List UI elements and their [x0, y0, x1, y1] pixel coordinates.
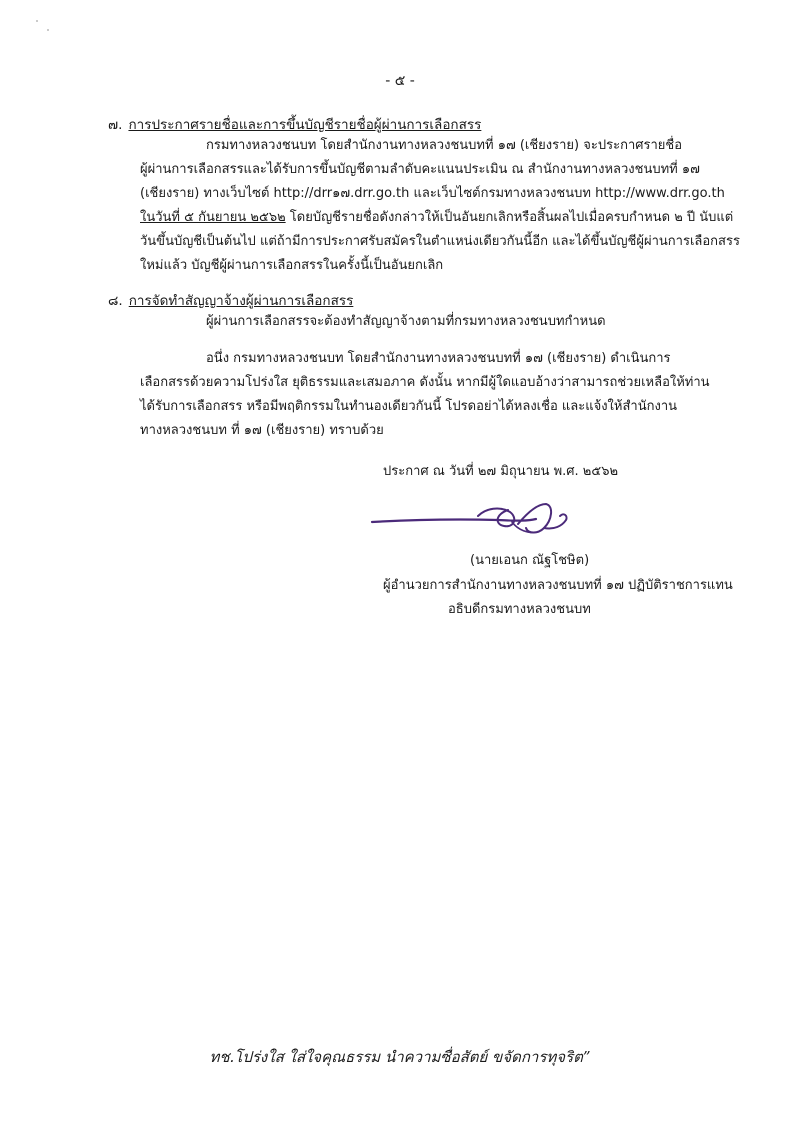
- section-7-number: ๗.: [108, 117, 123, 133]
- notice-line-4: ทางหลวงชนบท ที่ ๑๗ (เชียงราย) ทราบด้วย: [140, 423, 384, 438]
- section-7-line-5: วันขึ้นบัญชีเป็นต้นไป แต่ถ้ามีการประกาศรับสมัครในตำแหน่งเดียวกันนี้อีก และได้ขึ้นบัญชีผู้ผ่านการเลือกสรร: [140, 234, 740, 249]
- section-7-heading: [108, 113, 481, 135]
- signatory-name: (นายเอนก ณัฐโชษิต): [470, 553, 590, 568]
- footer-slogan: ทช.โปร่งใส ใส่ใจคุณธรรม นำความซื่อสัตย์ ขจัดการทุจริต”: [209, 1048, 591, 1066]
- page-number: - ๕ -: [385, 73, 415, 89]
- section-8-line-1: ผู้ผ่านการเลือกสรรจะต้องทำสัญญาจ้างตามที่กรมทางหลวงชนบทกำหนด: [206, 314, 606, 329]
- section-7-line-3: (เชียงราย) ทางเว็บไซต์ http://drr๑๗.drr.go.th และเว็บไซต์กรมทางหลวงชนบท http://www.drr.go.th: [140, 186, 725, 201]
- section-7-line-4-text: โดยบัญชีรายชื่อดังกล่าวให้เป็นอันยกเลิกหรือสิ้นผลไปเมื่อครบกำหนด ๒ ปี นับแต่: [289, 210, 734, 225]
- notice-line-1: อนึ่ง กรมทางหลวงชนบท โดยสำนักงานทางหลวงชนบทที่ ๑๗ (เชียงราย) ดำเนินการ: [206, 351, 671, 366]
- section-7-line-4: [140, 209, 733, 227]
- section-7-line-2: ผู้ผ่านการเลือกสรรและได้รับการขึ้นบัญชีตามลำดับคะแนนประเมิน ณ สำนักงานทางหลวงชนบทที่ ๑๗: [140, 162, 700, 177]
- signatory-authority: อธิบดีกรมทางหลวงชนบท: [448, 602, 591, 617]
- section-7-line-6: ใหม่แล้ว บัญชีผู้ผ่านการเลือกสรรในครั้งนี้เป็นอันยกเลิก: [140, 258, 444, 273]
- section-8-title: การจัดทำสัญญาจ้างผู้ผ่านการเลือกสรร: [128, 293, 354, 309]
- section-8-number: ๘.: [108, 293, 123, 309]
- handwritten-signature: [368, 498, 578, 546]
- section-7-line-1: กรมทางหลวงชนบท โดยสำนักงานทางหลวงชนบทที่ ๑๗ (เชียงราย) จะประกาศรายชื่อ: [206, 138, 683, 153]
- notice-line-3: ได้รับการเลือกสรร หรือมีพฤติกรรมในทำนองเดียวกันนี้ โปรดอย่าได้หลงเชื่อ และแจ้งให้สำนักงาน: [140, 399, 677, 414]
- notice-line-2: เลือกสรรด้วยความโปร่งใส ยุติธรรมและเสมอภาค ดังนั้น หากมีผู้ใดแอบอ้างว่าสามารถช่วยเหลือให้ท่าน: [140, 375, 710, 390]
- section-7-title: การประกาศรายชื่อและการขึ้นบัญชีรายชื่อผู้ผ่านการเลือกสรร: [128, 117, 482, 133]
- registration-date: ในวันที่ ๕ กันยายน ๒๕๖๒: [140, 210, 286, 225]
- signatory-position: ผู้อำนวยการสำนักงานทางหลวงชนบทที่ ๑๗ ปฏิบัติราชการแทน: [383, 578, 733, 593]
- announcement-date: ประกาศ ณ วันที่ ๒๗ มิถุนายน พ.ศ. ๒๕๖๒: [383, 464, 619, 479]
- scan-speck: [36, 20, 38, 22]
- section-8-heading: [108, 289, 353, 311]
- scan-speck: [47, 29, 49, 31]
